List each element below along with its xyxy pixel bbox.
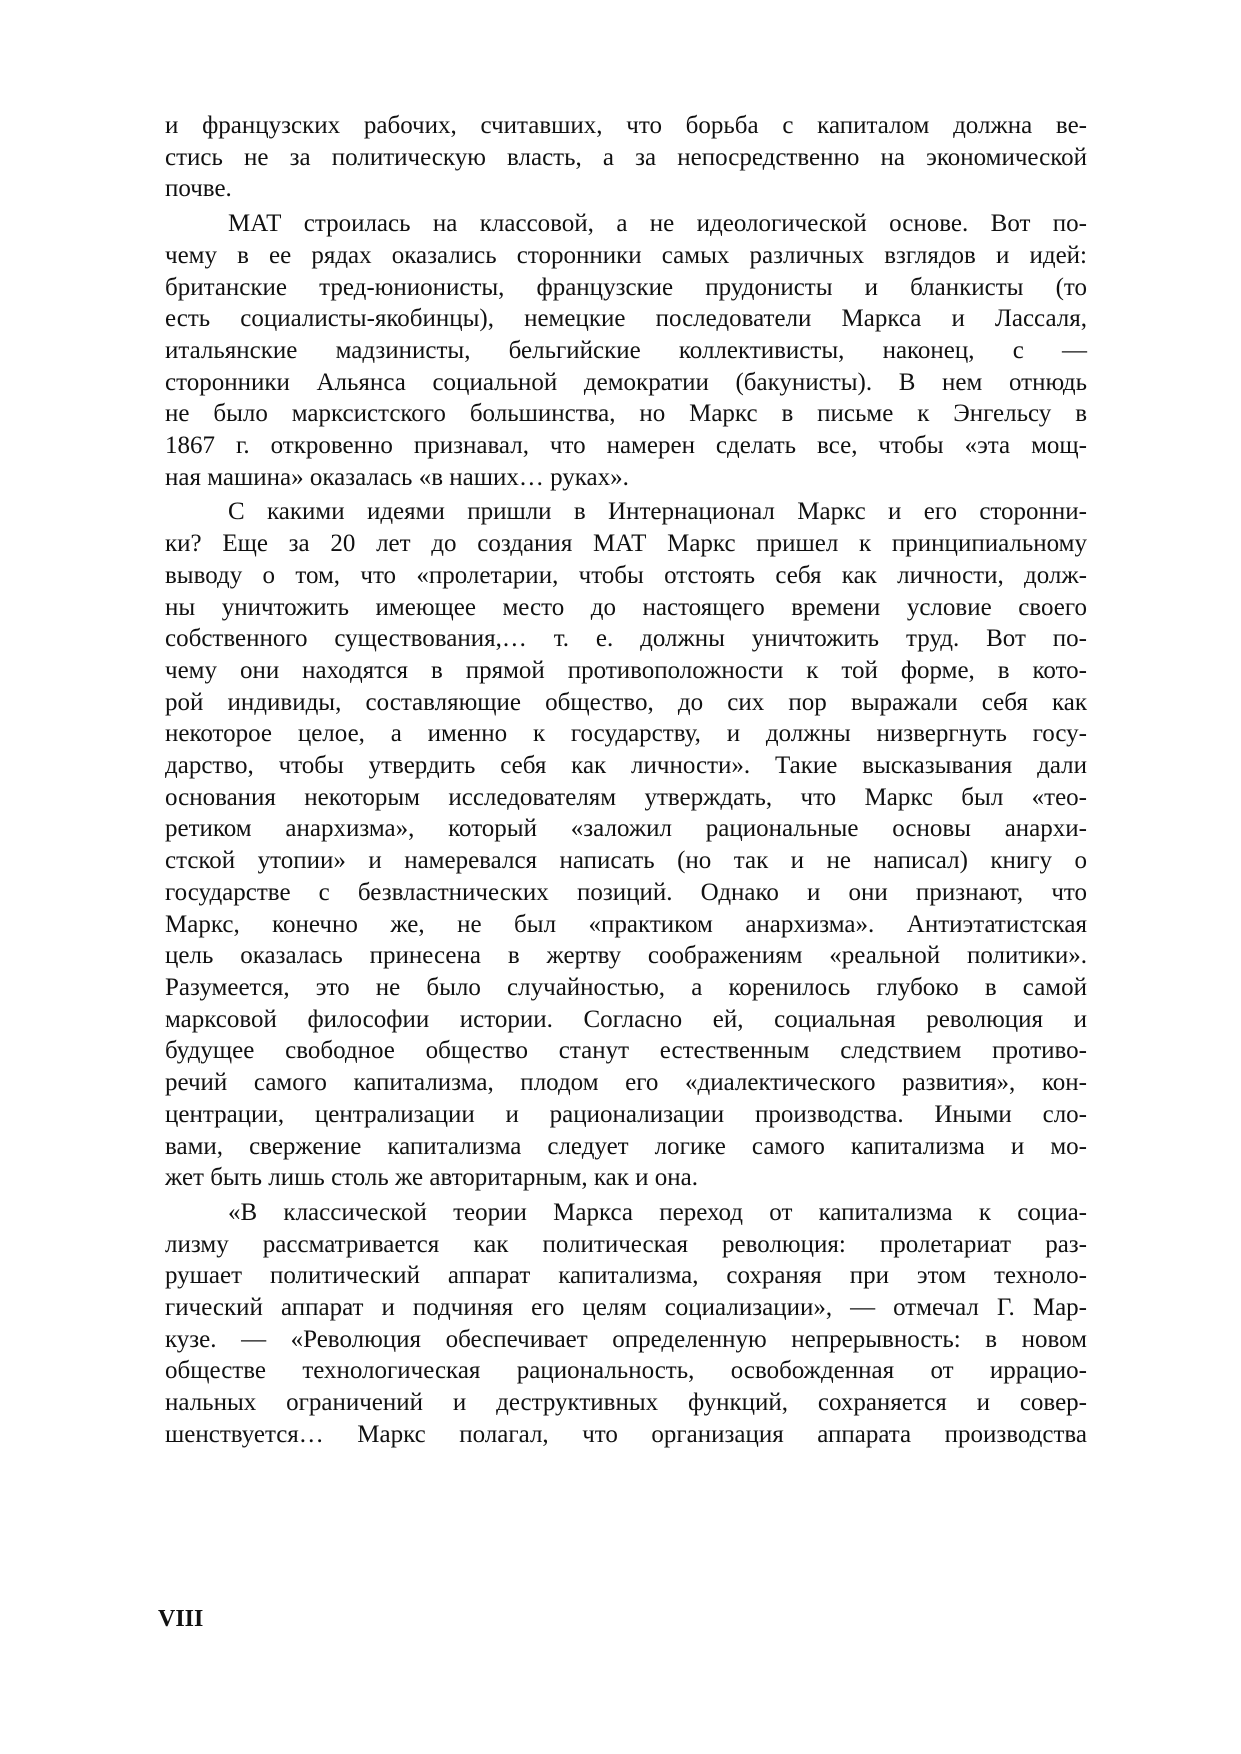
paragraph	[165, 1197, 1087, 1451]
text-line: дарство, чтобы утвердить себя как личности». Такие высказывания дали	[165, 752, 1087, 780]
text-line: стской утопии» и намеревался написать (но так и не написал) книгу о	[165, 847, 1087, 875]
text-line: марксовой философии истории. Согласно ей, социальная революция и	[165, 1005, 1087, 1033]
text-line: лизму рассматривается как политическая революция: пролетариат раз-	[165, 1230, 1087, 1258]
text-line: ны уничтожить имеющее место до настоящего времени условие своего	[165, 593, 1087, 621]
text-line: почве.	[165, 175, 232, 203]
text-line: чему они находятся в прямой противоположности к той форме, в кото-	[165, 656, 1087, 684]
text-line: сторонники Альянса социальной демократии (бакунисты). В нем отнюдь	[165, 368, 1087, 396]
text-line: основания некоторым исследователям утверждать, что Маркс был «тео-	[165, 783, 1087, 811]
text-line: жет быть лишь столь же авторитарным, как и она.	[165, 1164, 699, 1192]
text-line: будущее свободное общество станут естественным следствием противо-	[165, 1037, 1087, 1065]
text-line: стись не за политическую власть, а за непосредственно на экономической	[165, 143, 1087, 171]
text-line: есть социалисты-якобинцы), немецкие последователи Маркса и Лассаля,	[165, 305, 1087, 333]
text-line: 1867 г. откровенно признавал, что намерен сделать все, чтобы «эта мощ-	[165, 432, 1087, 460]
text-line: и французских рабочих, считавших, что борьба с капиталом должна ве-	[165, 112, 1087, 139]
text-line: кузе. — «Революция обеспечивает определенную непрерывность: в новом	[165, 1325, 1087, 1353]
body-text	[165, 110, 1087, 1454]
paragraph	[165, 208, 1087, 493]
text-line: итальянские мадзинисты, бельгийские коллективисты, наконец, с —	[165, 336, 1087, 364]
text-line: С какими идеями пришли в Интернационал Маркс и его сторонни-	[228, 498, 1087, 526]
text-line: вами, свержение капитализма следует логике самого капитализма и мо-	[165, 1132, 1087, 1160]
text-line: ная машина» оказалась «в наших… руках».	[165, 463, 629, 491]
text-line: «В классической теории Маркса переход от капитализма к социа-	[228, 1198, 1087, 1226]
text-line: обществе технологическая рациональность, освобожденная от иррацио-	[165, 1357, 1087, 1385]
paragraph	[165, 110, 1087, 205]
text-line: собственного существования,… т. е. должны уничтожить труд. Вот по-	[165, 625, 1087, 653]
text-line: британские тред-юнионисты, французские прудонисты и бланкисты (то	[165, 273, 1087, 301]
text-line: ки? Еще за 20 лет до создания МАТ Маркс пришел к принципиальному	[165, 530, 1087, 558]
paragraph	[165, 496, 1087, 1193]
page-number: VIII	[158, 1606, 204, 1632]
text-line: некоторое целое, а именно к государству, и должны низвергнуть госу-	[165, 720, 1087, 748]
text-line: нальных ограничений и деструктивных функций, сохраняется и совер-	[165, 1389, 1087, 1417]
text-line: рушает политический аппарат капитализма, сохраняя при этом техноло-	[165, 1262, 1087, 1290]
text-line: шенствуется… Маркс полагал, что организация аппарата производства	[165, 1420, 1087, 1448]
text-line: цель оказалась принесена в жертву соображениям «реальной политики».	[165, 942, 1087, 970]
text-line: МАТ строилась на классовой, а не идеологической основе. Вот по-	[228, 210, 1087, 238]
text-line: речий самого капитализма, плодом его «диалектического развития», кон-	[165, 1069, 1087, 1097]
text-line: рой индивиды, составляющие общество, до сих пор выражали себя как	[165, 688, 1087, 716]
text-line: выводу о том, что «пролетарии, чтобы отстоять себя как личности, долж-	[165, 561, 1087, 589]
text-line: Маркс, конечно же, не был «практиком анархизма». Антиэтатистская	[165, 910, 1087, 938]
text-line: гический аппарат и подчиняя его целям социализации», — отмечал Г. Мар-	[165, 1294, 1087, 1322]
text-line: государстве с безвластнических позиций. Однако и они признают, что	[165, 878, 1087, 906]
text-line: чему в ее рядах оказались сторонники самых различных взглядов и идей:	[165, 241, 1087, 269]
text-line: не было марксистского большинства, но Маркс в письме к Энгельсу в	[165, 400, 1087, 428]
text-line: центрации, централизации и рационализации производства. Иными сло-	[165, 1100, 1087, 1128]
text-line: ретиком анархизма», который «заложил рациональные основы анархи-	[165, 815, 1087, 843]
text-line: Разумеется, это не было случайностью, а коренилось глубоко в самой	[165, 973, 1087, 1001]
